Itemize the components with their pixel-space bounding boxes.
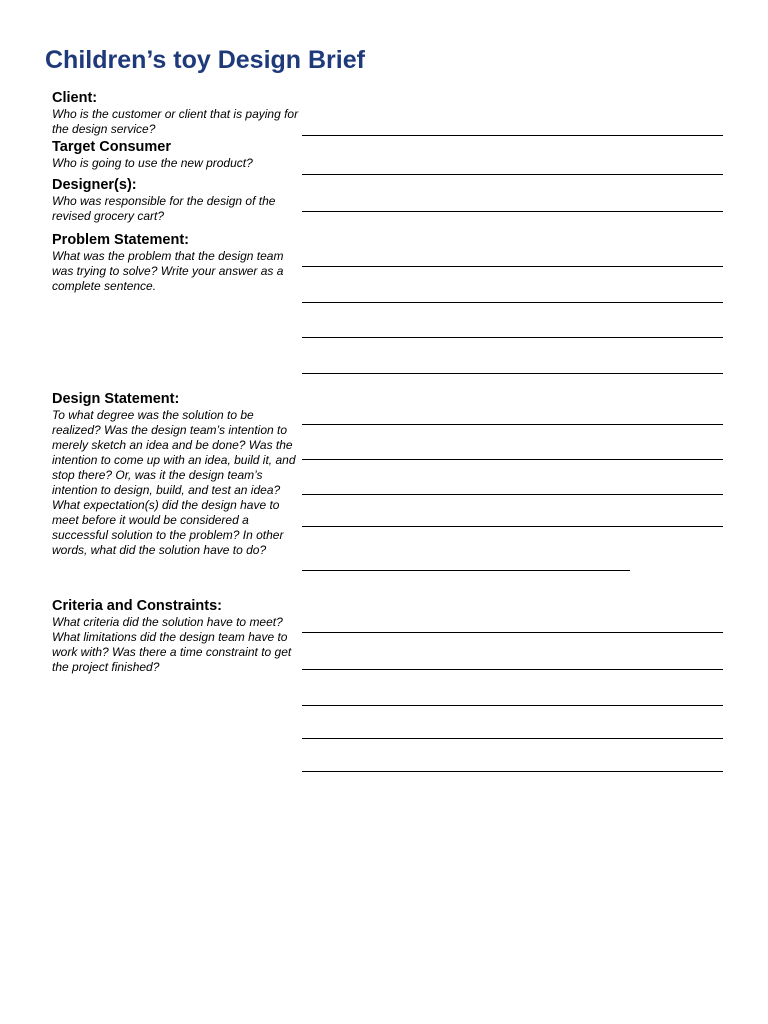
problem-statement-answer-line[interactable]	[302, 266, 723, 267]
design-statement-answer-line[interactable]	[302, 459, 723, 460]
designers-section	[52, 176, 300, 224]
criteria-answer-line[interactable]	[302, 669, 723, 670]
design-statement-section	[52, 390, 300, 558]
designers-answer-line[interactable]	[302, 211, 723, 212]
target-consumer-prompt: Who is going to use the new product?	[52, 156, 253, 170]
criteria-answer-line[interactable]	[302, 705, 723, 706]
problem-statement-answer-line[interactable]	[302, 373, 723, 374]
problem-statement-section	[52, 231, 300, 294]
client-section	[52, 89, 300, 137]
problem-statement-prompt: What was the problem that the design team was trying to solve? Write your answer as a complete sentence.	[52, 249, 284, 293]
client-answer-line[interactable]	[302, 135, 723, 136]
client-prompt: Who is the customer or client that is paying for the design service?	[52, 107, 299, 136]
design-statement-heading: Design Statement:	[52, 391, 180, 407]
design-statement-answer-line[interactable]	[302, 526, 723, 527]
design-statement-prompt: To what degree was the solution to be realized? Was the design team’s intention to merely sketch an idea and be done? Was the intention to come up with an idea, build it, and stop there? Or, was it the design team’s intention to design, build, and test an idea? What expectation(s) did the design have to meet before it would be considered a successful solution to the problem? In other words, what did the solution have to do?	[52, 408, 296, 557]
target-consumer-heading: Target Consumer	[52, 139, 171, 155]
design-statement-answer-line[interactable]	[302, 424, 723, 425]
criteria-answer-line[interactable]	[302, 738, 723, 739]
designers-heading: Designer(s):	[52, 177, 137, 193]
design-statement-answer-line[interactable]	[302, 494, 723, 495]
criteria-answer-line[interactable]	[302, 632, 723, 633]
document-title: Children’s toy Design Brief	[45, 46, 365, 74]
target-consumer-answer-line[interactable]	[302, 174, 723, 175]
criteria-answer-line[interactable]	[302, 771, 723, 772]
criteria-constraints-section	[52, 597, 300, 675]
criteria-constraints-prompt: What criteria did the solution have to meet? What limitations did the design team have to work with? Was there a time constraint to get the project finished?	[52, 615, 292, 674]
design-statement-answer-line[interactable]	[302, 570, 630, 571]
problem-statement-answer-line[interactable]	[302, 337, 723, 338]
problem-statement-answer-line[interactable]	[302, 302, 723, 303]
target-consumer-section	[52, 138, 300, 171]
problem-statement-heading: Problem Statement:	[52, 232, 189, 248]
criteria-constraints-heading: Criteria and Constraints:	[52, 598, 222, 614]
client-heading: Client:	[52, 90, 98, 106]
designers-prompt: Who was responsible for the design of the revised grocery cart?	[52, 194, 276, 223]
